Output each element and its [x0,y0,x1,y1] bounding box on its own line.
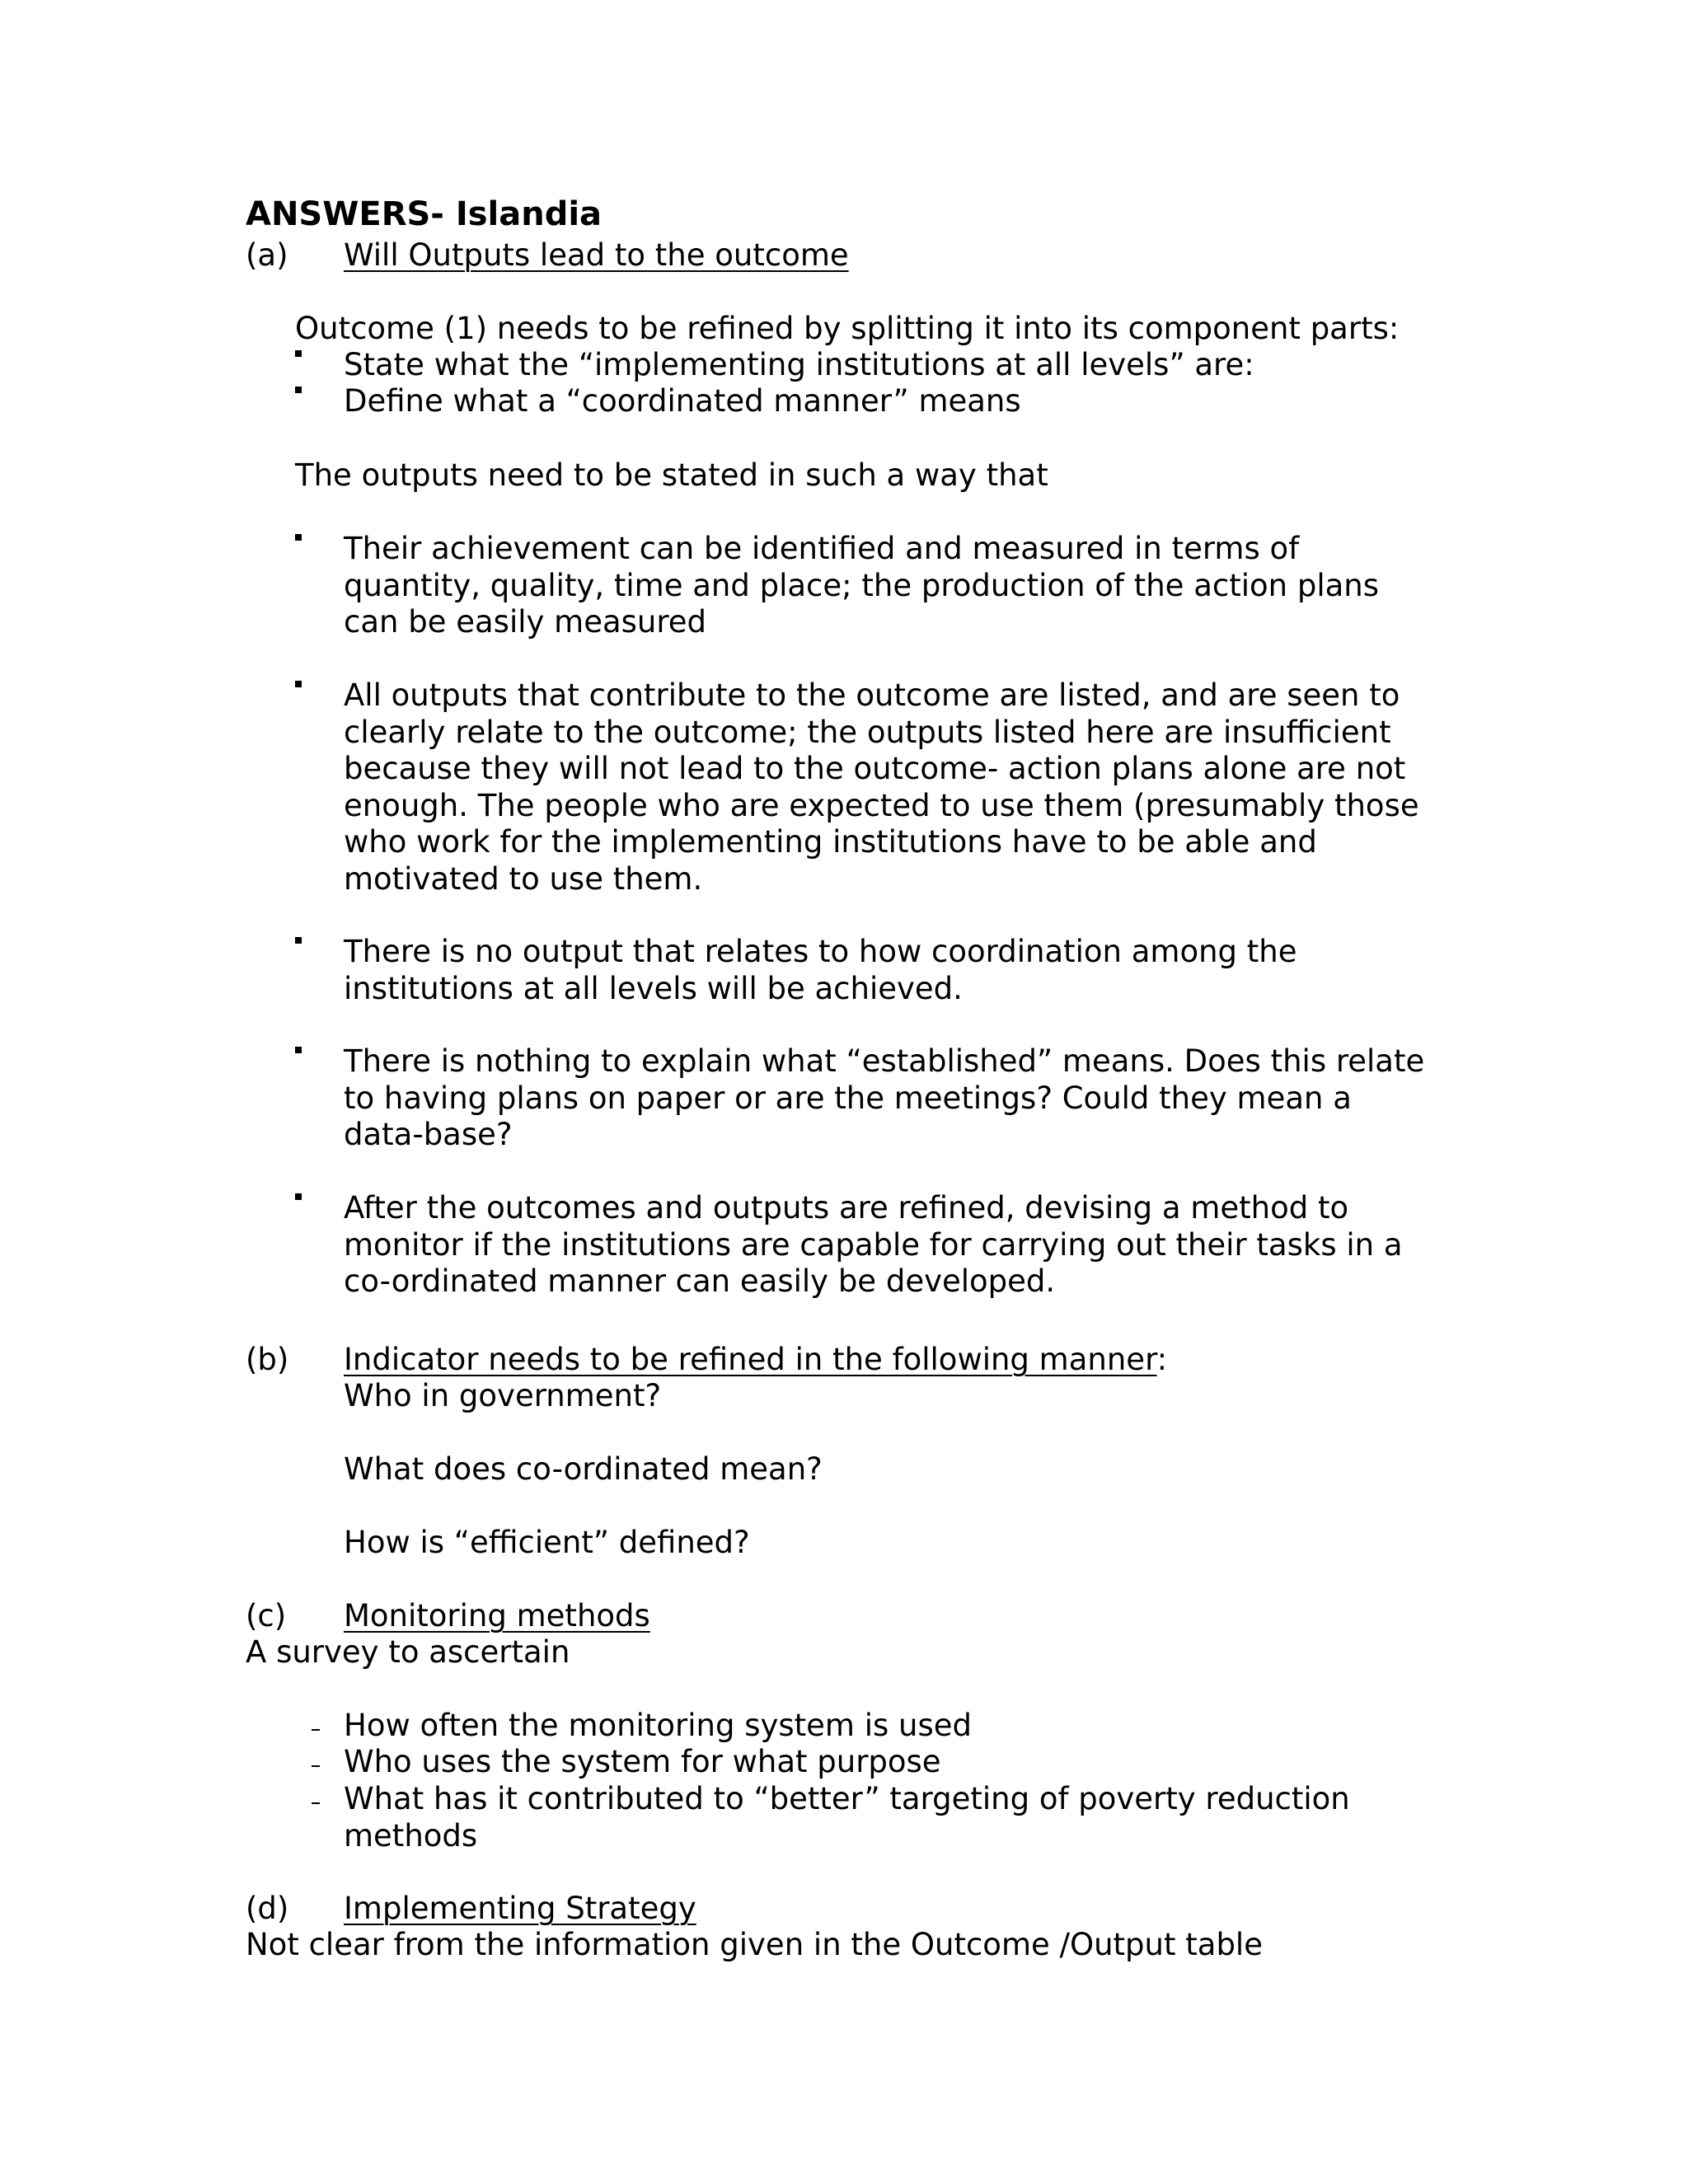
section-d-heading: Implementing Strategy [344,1891,696,1926]
bullet-line: clearly relate to the outcome; the outputs listed here are insufficient [344,714,1391,750]
section-a-heading: Will Outputs lead to the outcome [344,237,849,273]
bullet-line: monitor if the institutions are capable for carrying out their tasks in a [344,1226,1403,1263]
bullet-line: data-base? [344,1117,513,1152]
dash-bullet-icon [312,1729,320,1731]
section-d-label: (d) [246,1891,289,1926]
bullet-line: enough. The people who are expected to use them (presumably those [344,787,1419,823]
bullet-paragraph [344,1190,1403,1301]
square-bullet-icon [295,937,302,944]
section-a-intro: Outcome (1) needs to be refined by splitting it into its component parts: [295,311,1400,346]
section-c-intro: A survey to ascertain [246,1634,570,1670]
sub-bullet-item: State what the “implementing institutions at all levels” are: [344,347,1254,382]
question-item: How is “efficient” defined? [344,1525,750,1560]
section-d-text: Not clear from the information given in the Outcome /Output table [246,1927,1263,1962]
square-bullet-icon [295,350,302,357]
bullet-line: who work for the implementing institutions have to be able and [344,824,1317,860]
section-b-heading: Indicator needs to be refined in the following manner [344,1342,1157,1377]
square-bullet-icon [295,1193,302,1200]
square-bullet-icon [295,1047,302,1053]
bullet-line: There is nothing to explain what “established” means. Does this relate [344,1043,1425,1079]
question-item: Who in government? [344,1378,662,1413]
sub-bullet-item: Define what a “coordinated manner” means [344,383,1021,419]
outputs-intro: The outputs need to be stated in such a way that [295,457,1048,493]
section-c-label: (c) [246,1598,287,1633]
section-b-heading-colon: : [1156,1342,1168,1377]
section-c-heading: Monitoring methods [344,1598,650,1633]
square-bullet-icon [295,534,302,541]
bullet-line: co-ordinated manner can easily be developed. [344,1263,1056,1299]
survey-item: How often the monitoring system is used [344,1708,973,1743]
bullet-line: because they will not lead to the outcome- action plans alone are not [344,751,1406,786]
bullet-paragraph [344,531,1379,641]
bullet-line: All outputs that contribute to the outcome are listed, and are seen to [344,677,1400,713]
dash-bullet-icon [312,1765,320,1767]
bullet-line: motivated to use them. [344,860,703,897]
square-bullet-icon [295,387,302,393]
bullet-line: institutions at all levels will be achieved. [344,970,963,1006]
survey-item-line: What has it contributed to “better” targeting of poverty reduction [344,1781,1350,1816]
section-b-label: (b) [246,1342,289,1377]
dash-bullet-icon [312,1802,320,1804]
question-item: What does co-ordinated mean? [344,1451,823,1487]
survey-item [344,1781,1350,1854]
page-title: ANSWERS- Islandia [246,195,603,233]
bullet-line: can be easily measured [344,604,707,640]
bullet-paragraph [344,677,1419,898]
survey-item: Who uses the system for what purpose [344,1744,941,1779]
bullet-line: Their achievement can be identified and measured in terms of [344,531,1300,566]
survey-item-line: methods [344,1817,478,1854]
bullet-line: to having plans on paper or are the meetings? Could they mean a [344,1080,1352,1116]
bullet-line: After the outcomes and outputs are refined, devising a method to [344,1190,1349,1226]
square-bullet-icon [295,681,302,687]
bullet-paragraph [344,934,1297,1007]
bullet-paragraph [344,1043,1424,1154]
section-a-label: (a) [246,237,288,273]
bullet-line: quantity, quality, time and place; the production of the action plans [344,567,1380,603]
section-b-heading-wrap [344,1342,1167,1379]
bullet-line: There is no output that relates to how coordination among the [344,934,1297,969]
